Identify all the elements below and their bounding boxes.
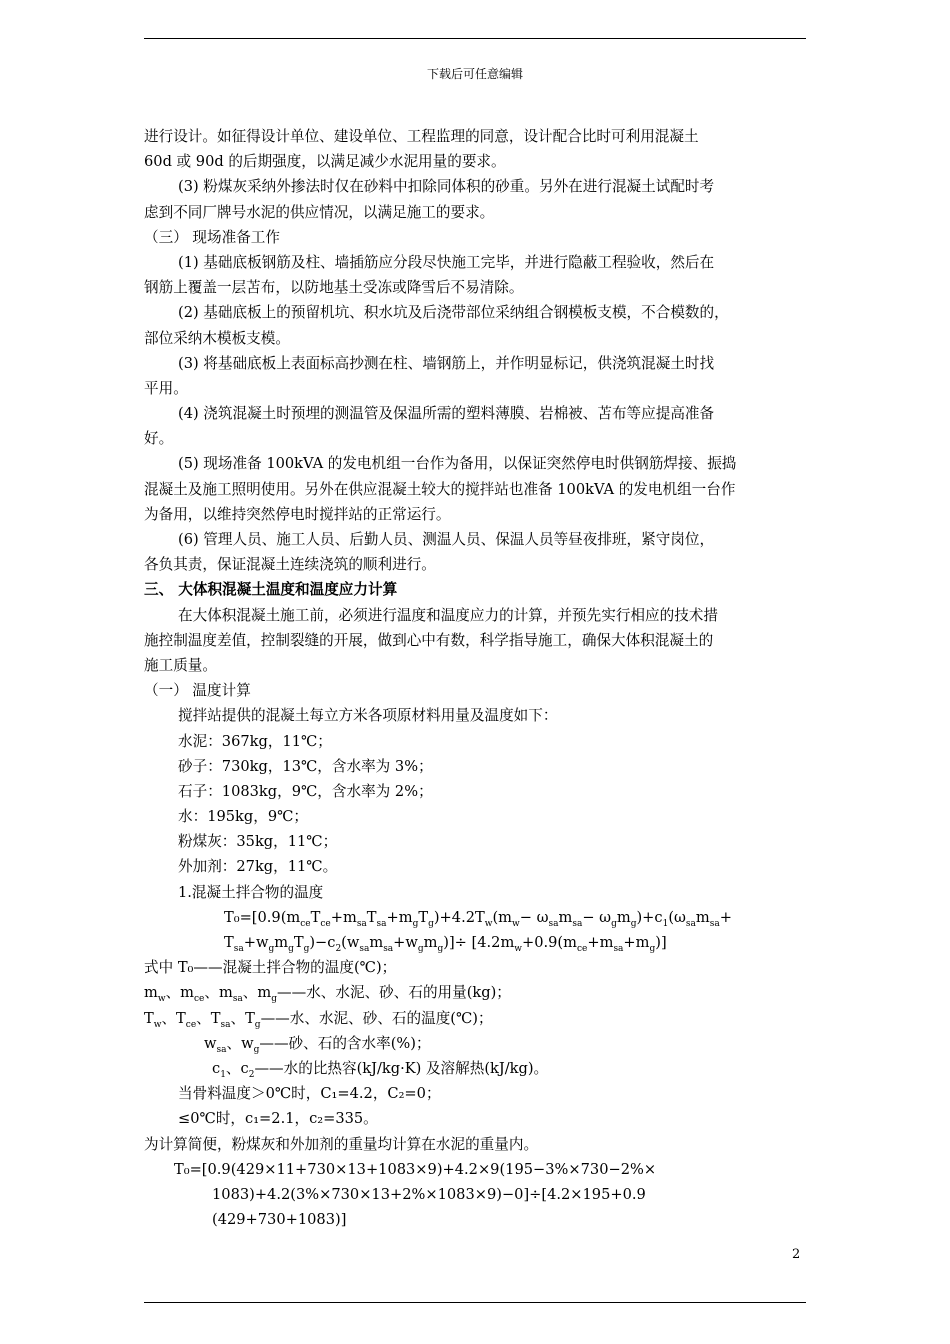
subsection-heading: （一） 温度计算: [144, 682, 251, 700]
paragraph-line: 进行设计。如征得设计单位、建设单位、工程监理的同意，设计配合比时可利用混凝土: [144, 128, 699, 145]
material-line: 水泥：367kg，11℃；: [178, 732, 332, 750]
paragraph-line: 钢筋上覆盖一层苫布，以防地基土受冻或降雪后不易清除。: [144, 279, 524, 297]
paragraph-line: (5) 现场准备 100kVA 的发电机组一台作为备用，以保证突然停电时供钢筋焊接、振捣: [178, 455, 737, 473]
subsection-heading: （三） 现场准备工作: [144, 228, 280, 246]
paragraph-line: 60d 或 90d 的后期强度，以满足减少水泥用量的要求。: [144, 153, 506, 171]
paragraph-line: (6) 管理人员、施工人员、后勤人员、测温人员、保温人员等昼夜排班，紧守岗位，: [178, 531, 715, 548]
paragraph-line: 为计算简便，粉煤灰和外加剂的重量均计算在水泥的重量内。: [144, 1135, 539, 1153]
paragraph-line: (1) 基础底板钢筋及柱、墙插筋应分段尽快施工完毕，并进行隐蔽工程验收，然后在: [178, 253, 715, 271]
paragraph-line: 部位采纳木模板支模。: [144, 329, 290, 347]
paragraph-line: 为备用，以维持突然停电时搅拌站的正常运行。: [144, 505, 451, 523]
paragraph-line: (4) 浇筑混凝土时预埋的测温管及保温所需的塑料薄膜、岩棉被、苫布等应提高准备: [178, 405, 715, 423]
paragraph-line: 虑到不同厂牌号水泥的供应情况，以满足施工的要求。: [144, 203, 495, 221]
paragraph-line: 施工质量。: [144, 656, 217, 674]
calculation-line: 1083)+4.2(3%×730×13+2%×1083×9)−0]÷[4.2×195+0.9: [212, 1185, 646, 1203]
paragraph-line: (3) 粉煤灰采纳外掺法时仅在砂料中扣除同体积的砂重。另外在进行混凝土试配时考: [178, 178, 715, 196]
section-heading: 三、 大体积混凝土温度和温度应力计算: [144, 581, 398, 599]
material-line: 砂子：730kg，13℃，含水率为 3%；: [178, 757, 433, 775]
paragraph-line: 搅拌站提供的混凝土每立方米各项原材料用量及温度如下：: [178, 707, 558, 725]
paragraph-line: 当骨料温度＞0℃时，C₁=4.2，C₂=0；: [178, 1085, 441, 1103]
page-number: 2: [792, 1247, 801, 1262]
header-rule: [144, 38, 806, 39]
paragraph-line: 平用。: [144, 379, 188, 397]
material-line: 水：195kg，9℃；: [178, 808, 309, 826]
paragraph-line: (2) 基础底板上的预留机坑、积水坑及后浇带部位采纳组合钢模板支模，不合模数的，: [178, 304, 729, 322]
variable-definition: $m_w$、$m_{ce}$、$m_{sa}$、$m_g——$水、水泥、砂、石的用量(kg)；: [144, 984, 511, 1005]
item-heading: 1.混凝土拌合物的温度: [178, 883, 324, 901]
document-body: [144, 124, 806, 1232]
formula-line: $T_{sa}+w_gm_gT_g)-c_2(w_{sa}m_{sa}+w_gm_g)]\div [4.2m_w+0.9(m_{ce}+m_{sa}+m_g)]$: [224, 934, 667, 954]
material-line: 石子：1083kg，9℃，含水率为 2%；: [178, 782, 433, 800]
page-header: 下载后可任意编辑: [426, 67, 523, 81]
variable-definition: $c_1$、$c_2——$水的比热容(kJ/kg·K) 及溶解热(kJ/kg)。: [212, 1059, 549, 1080]
material-line: 外加剂：27kg，11℃。: [178, 858, 338, 876]
calculation-line: (429+730+1083)]: [212, 1211, 347, 1229]
paragraph-line: (3) 将基础底板上表面标高抄测在柱、墙钢筋上，并作明显标记，供浇筑混凝土时找: [178, 354, 715, 372]
paragraph-line: 在大体积混凝土施工前，必须进行温度和温度应力的计算，并预先实行相应的技术措: [178, 606, 718, 624]
material-line: 粉煤灰：35kg，11℃；: [178, 833, 338, 851]
variable-definition: $T_w$、$T_{ce}$、$T_{sa}$、$T_g——$水、水泥、砂、石的温度(℃)；: [144, 1009, 493, 1030]
paragraph-line: 施控制温度差值，控制裂缝的开展，做到心中有数，科学指导施工，确保大体积混凝土的: [144, 631, 714, 649]
paragraph-line: 混凝土及施工照明使用。另外在供应混凝土较大的搅拌站也准备 100kVA 的发电机组一台作: [144, 480, 736, 498]
formula-line: $T_0=[0.9(m_{ce}T_{ce}+m_{sa}T_{sa}+m_gT_g)+4.2T_w(m_w- \omega_{sa}m_{sa}- \omega_gm_g)+c_1(\omega_{sa}m_{sa}+$: [224, 908, 732, 929]
paragraph-line: 各负其责，保证混凝土连续浇筑的顺利进行。: [144, 556, 436, 574]
calculation-line: T₀=[0.9(429×11+730×13+1083×9)+4.2×9(195−3%×730−2%×: [174, 1160, 657, 1178]
variable-definition: 式中 T₀——混凝土拌合物的温度(℃)；: [144, 959, 397, 977]
variable-definition: $w_{sa}$、$w_g——$砂、石的含水率(%)；: [204, 1034, 431, 1055]
paragraph-line: 好。: [144, 430, 174, 448]
footer-rule: [144, 1302, 806, 1303]
paragraph-line: ≤0℃时，c₁=2.1，c₂=335。: [178, 1110, 378, 1128]
